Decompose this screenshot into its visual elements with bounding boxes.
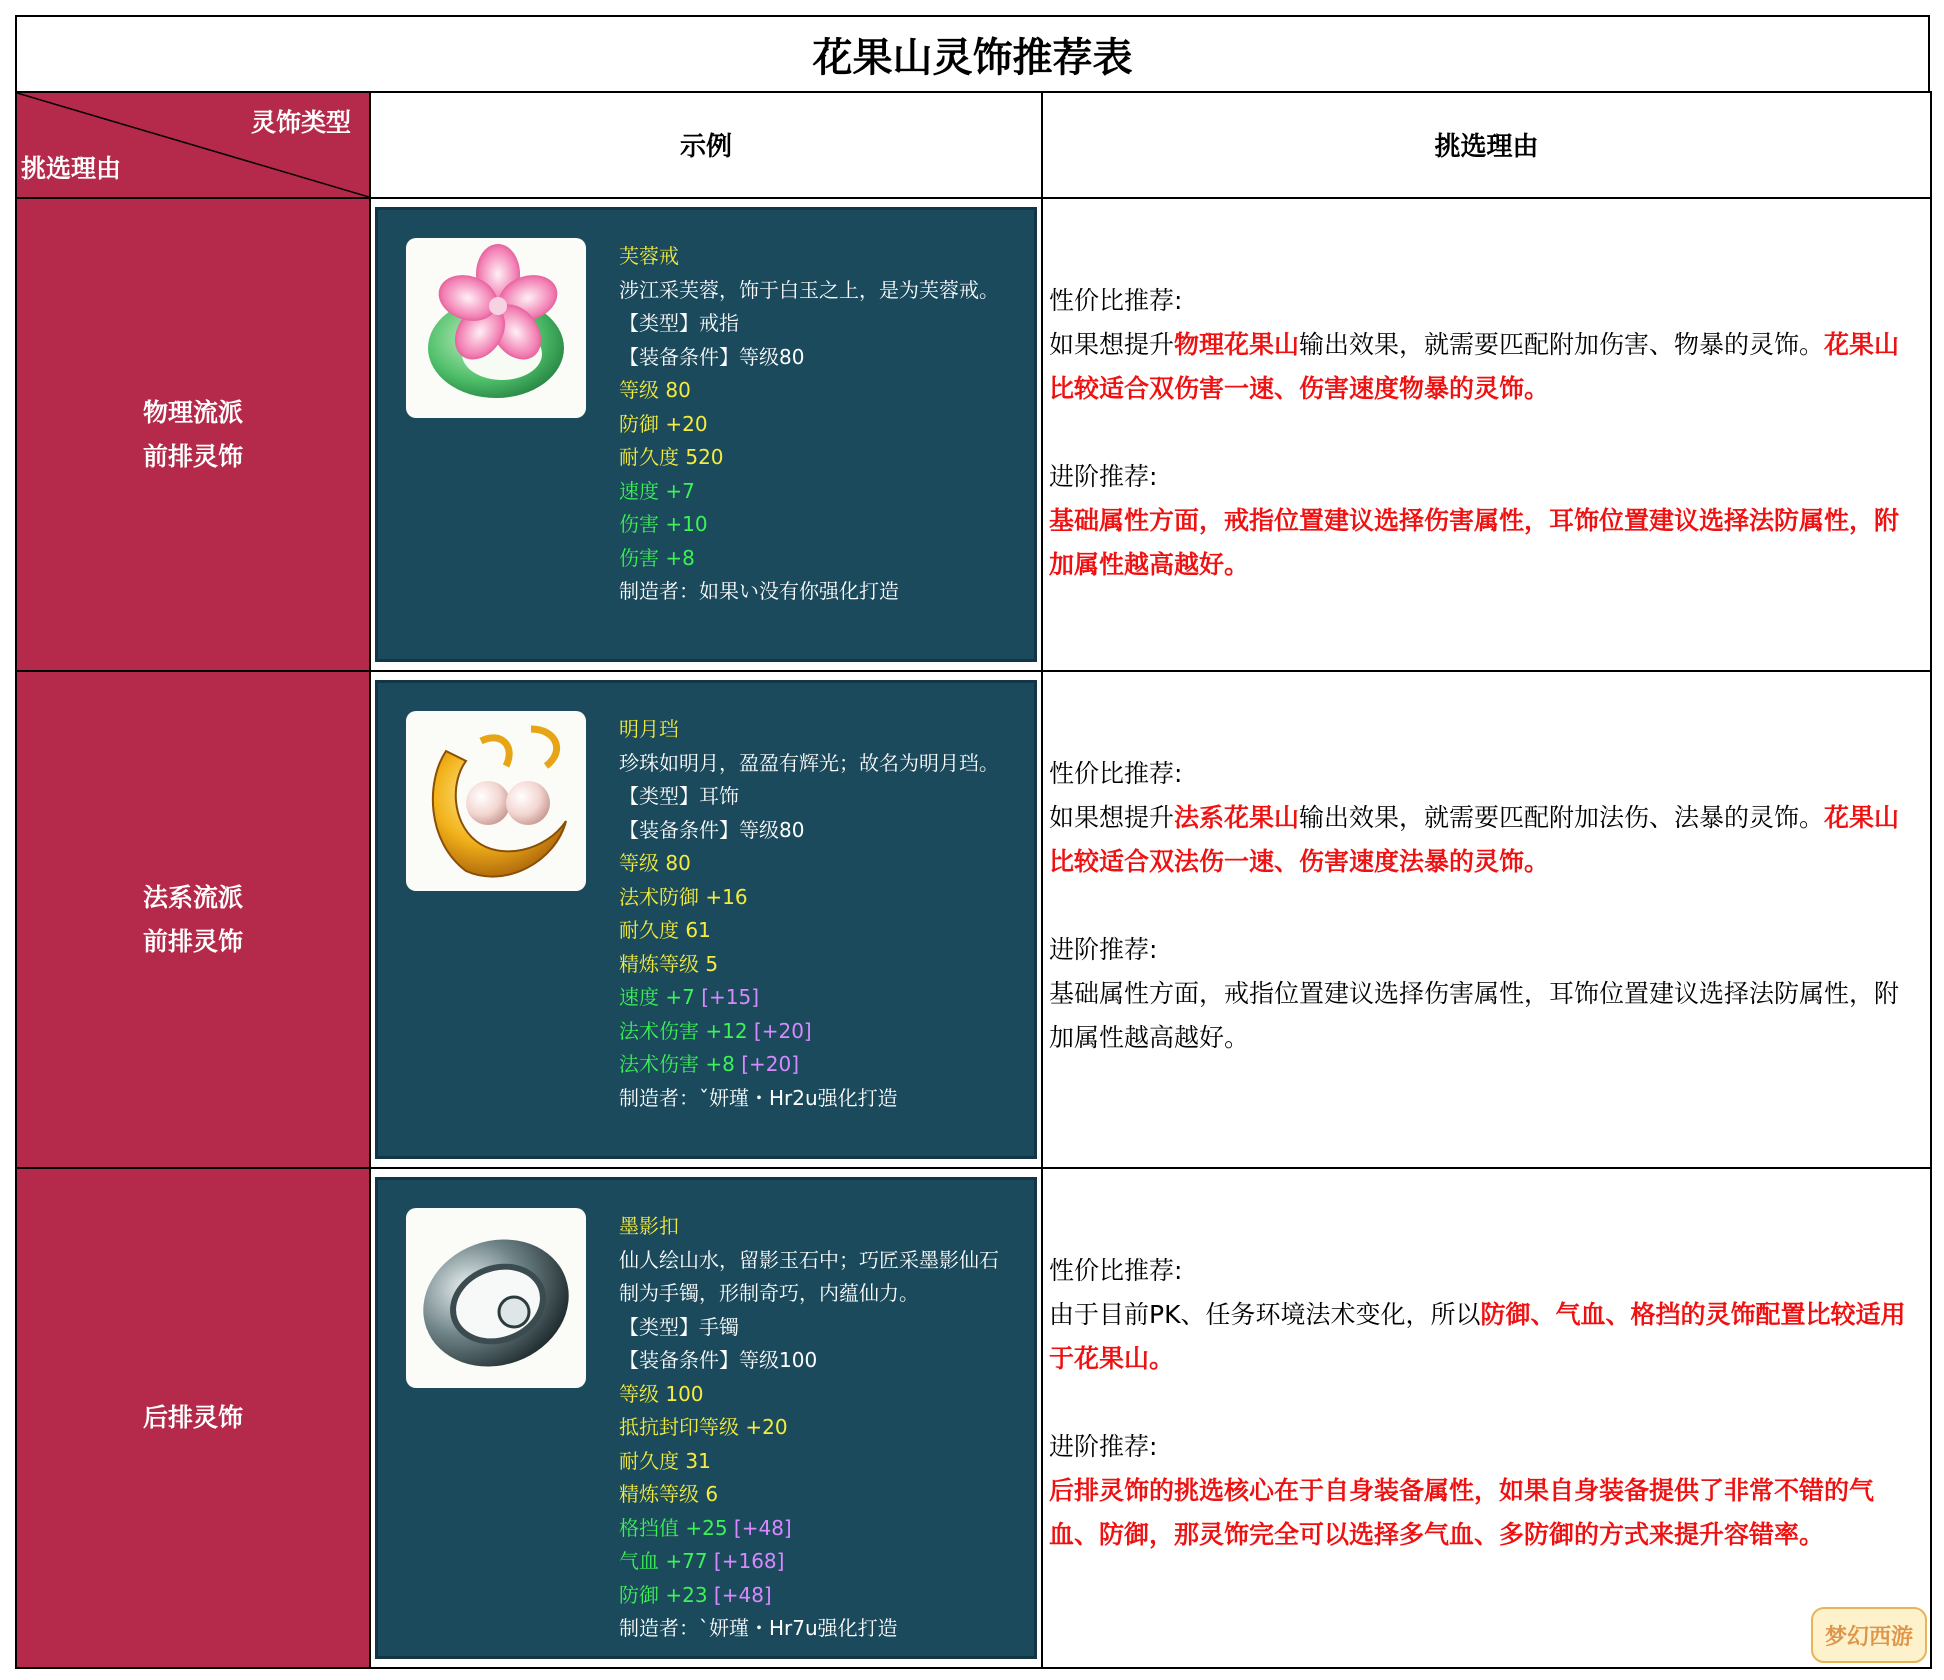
stat-text: 制造者：ˋ妍瑾・Hr7u强化打造 <box>619 1616 898 1640</box>
stat-text: 等级 80 <box>619 851 691 875</box>
item-stat-line <box>619 1015 1009 1049</box>
stat-text: 精炼等级 5 <box>619 951 719 976</box>
corner-top-label: 灵饰类型 <box>250 108 351 137</box>
stat-text: 伤害 +8 <box>619 545 695 570</box>
item-name: 墨影扣 <box>619 1214 679 1238</box>
body-text: 如果想提升 <box>1049 803 1175 832</box>
item-name: 芙蓉戒 <box>619 244 679 268</box>
category-label: 后排灵饰 <box>142 1403 243 1432</box>
highlighted-text: 花果山比较适合双法伤一速、伤害速度法暴的灵饰。 <box>1049 803 1900 876</box>
table-row <box>16 1168 1931 1668</box>
item-stat-line <box>619 475 1009 509</box>
reason-cell <box>1042 1168 1931 1668</box>
advanced-recommendation-block <box>1049 928 1922 1060</box>
stat-text: 精炼等级 6 <box>619 1482 719 1506</box>
item-stats <box>619 780 1009 1115</box>
refine-bonus-value: [+20] <box>753 1018 812 1043</box>
stat-text: 抵抗封印等级 +20 <box>619 1415 788 1439</box>
reason-text <box>1043 199 1930 587</box>
watermark-text: 梦幻西游 <box>1824 1625 1914 1650</box>
item-stat-line <box>619 307 1009 341</box>
recommendation-body <box>1049 1293 1922 1381</box>
item-description: 涉江采芙蓉，饰于白玉之上，是为芙蓉戒。 <box>619 277 999 302</box>
value-recommendation-block <box>1049 1249 1922 1381</box>
highlighted-text: 防御、气血、格挡的灵饰配置比较适用于花果山。 <box>1049 1300 1906 1373</box>
item-name: 明月珰 <box>619 717 679 741</box>
item-stat-line <box>619 1082 1009 1116</box>
example-cell <box>370 671 1042 1168</box>
refine-bonus-value: [+15] <box>701 985 760 1009</box>
value-recommendation-block <box>1049 752 1922 884</box>
item-stats <box>619 1311 1009 1646</box>
stat-text: 防御 +23 <box>619 1582 714 1607</box>
category-label: 物理流派 <box>142 397 243 427</box>
item-stat-line <box>619 1311 1009 1345</box>
table-row <box>16 198 1931 671</box>
stat-text: 格挡值 +25 <box>619 1515 734 1540</box>
item-stats <box>619 307 1009 609</box>
item-stat-line <box>619 881 1009 915</box>
recommendation-body <box>1049 323 1922 411</box>
highlighted-text: 法系花果山 <box>1174 803 1300 832</box>
category-cell <box>16 198 370 671</box>
body-text: 输出效果，就需要匹配附加法伤、法暴的灵饰。 <box>1299 803 1825 832</box>
reason-cell <box>1042 671 1931 1168</box>
header-row <box>16 92 1931 198</box>
item-stat-line <box>619 1445 1009 1479</box>
gold-pearl-earring-icon <box>406 711 586 891</box>
stat-text: 伤害 +10 <box>619 512 708 536</box>
refine-bonus-value: [+20] <box>741 1052 800 1076</box>
recommendation-table <box>15 91 1932 1669</box>
item-stat-line <box>619 780 1009 814</box>
stat-text: 【类型】手镯 <box>619 1314 739 1339</box>
reason-header-cell <box>1042 92 1931 198</box>
stat-text: 制造者：如果い没有你强化打造 <box>619 579 899 603</box>
body-text: 基础属性方面，戒指位置建议选择伤害属性，耳饰位置建议选择法防属性，附加属性越高越好。 <box>1049 979 1900 1052</box>
stat-text: 耐久度 520 <box>619 445 724 469</box>
example-header-label: 示例 <box>679 131 732 162</box>
table-row <box>16 671 1931 1168</box>
reason-cell <box>1042 198 1931 671</box>
item-stat-line <box>619 914 1009 948</box>
refine-bonus-value: [+168] <box>713 1549 785 1573</box>
item-stat-line <box>619 542 1009 576</box>
corner-header-cell <box>16 92 370 198</box>
example-header-cell <box>370 92 1042 198</box>
body-text: 由于目前PK、任务环境法术变化，所以 <box>1049 1300 1481 1329</box>
item-stat-line <box>619 341 1009 375</box>
item-stat-line <box>619 441 1009 475</box>
category-label: 法系流派 <box>142 882 243 912</box>
recommendation-body <box>1049 499 1922 587</box>
item-stat-line <box>619 948 1009 982</box>
item-stat-line <box>619 374 1009 408</box>
highlighted-text: 花果山比较适合双伤害一速、伤害速度物暴的灵饰。 <box>1049 330 1900 403</box>
recommendation-body <box>1049 796 1922 884</box>
item-stat-line <box>619 814 1009 848</box>
stat-text: 法术伤害 +12 <box>619 1018 754 1043</box>
body-text: 输出效果，就需要匹配附加伤害、物暴的灵饰。 <box>1299 330 1825 359</box>
game-logo-watermark <box>1810 1604 1928 1666</box>
item-tooltip-panel <box>375 1177 1037 1659</box>
item-stat-line <box>619 1612 1009 1646</box>
example-cell <box>370 1168 1042 1668</box>
advanced-recommendation-block <box>1049 1425 1922 1557</box>
item-details <box>619 240 1009 609</box>
item-details <box>619 1210 1009 1646</box>
stat-text: 制造者：ˇ妍瑾・Hr2u强化打造 <box>619 1085 898 1110</box>
item-stat-line <box>619 1579 1009 1613</box>
stat-text: 速度 +7 <box>619 478 695 503</box>
item-description: 珍珠如明月，盈盈有辉光；故名为明月珰。 <box>619 750 999 775</box>
item-stat-line <box>619 1048 1009 1082</box>
recommendation-label: 进阶推荐: <box>1049 935 1158 964</box>
refine-bonus-value: [+48] <box>713 1582 772 1607</box>
recommendation-body <box>1049 972 1922 1060</box>
item-stat-line <box>619 408 1009 442</box>
recommendation-label: 性价比推荐: <box>1049 1256 1183 1285</box>
item-stat-line <box>619 1512 1009 1546</box>
category-label: 前排灵饰 <box>142 926 243 956</box>
item-stat-line <box>619 1411 1009 1445</box>
reason-text <box>1043 672 1930 1060</box>
stat-text: 法术防御 +16 <box>619 884 748 909</box>
highlighted-text: 物理花果山 <box>1174 330 1300 359</box>
item-stat-line <box>619 981 1009 1015</box>
stat-text: 【类型】耳饰 <box>619 784 739 808</box>
page-title: 花果山灵饰推荐表 <box>15 15 1930 91</box>
item-details <box>619 713 1009 1115</box>
item-tooltip-panel <box>375 680 1037 1159</box>
example-cell <box>370 198 1042 671</box>
recommendation-label: 性价比推荐: <box>1049 759 1183 788</box>
item-description: 仙人绘山水，留影玉石中；巧匠采墨影仙石制为手镯，形制奇巧，内蕴仙力。 <box>619 1247 999 1305</box>
item-stat-line <box>619 1478 1009 1512</box>
item-stat-line <box>619 508 1009 542</box>
highlighted-text: 基础属性方面，戒指位置建议选择伤害属性，耳饰位置建议选择法防属性，附加属性越高越好。 <box>1049 506 1900 579</box>
stat-text: 法术伤害 +8 <box>619 1052 742 1076</box>
item-stat-line <box>619 847 1009 881</box>
recommendation-label: 性价比推荐: <box>1049 286 1183 315</box>
category-label: 前排灵饰 <box>142 441 243 471</box>
refine-bonus-value: [+48] <box>733 1515 792 1540</box>
value-recommendation-block <box>1049 279 1922 411</box>
stat-text: 等级 80 <box>619 378 691 402</box>
item-stat-line <box>619 1545 1009 1579</box>
stat-text: 速度 +7 <box>619 985 702 1009</box>
dark-jade-bracelet-icon <box>406 1208 586 1388</box>
stat-text: 耐久度 61 <box>619 918 711 942</box>
recommendation-label: 进阶推荐: <box>1049 1432 1158 1461</box>
category-cell <box>16 671 370 1168</box>
stat-text: 防御 +20 <box>619 411 708 436</box>
advanced-recommendation-block <box>1049 455 1922 587</box>
corner-bottom-label: 挑选理由 <box>21 154 122 183</box>
stat-text: 【装备条件】等级80 <box>619 817 805 842</box>
stat-text: 【装备条件】等级100 <box>619 1348 818 1372</box>
stat-text: 气血 +77 <box>619 1549 714 1573</box>
reason-header-label: 挑选理由 <box>1434 131 1539 162</box>
recommendation-body <box>1049 1469 1922 1557</box>
jade-ring-with-pink-flower-icon <box>406 238 586 418</box>
stat-text: 【装备条件】等级80 <box>619 344 805 369</box>
item-stat-line <box>619 1378 1009 1412</box>
highlighted-text: 后排灵饰的挑选核心在于自身装备属性，如果自身装备提供了非常不错的气血、防御，那灵饰完全可以选择多气血、多防御的方式来提升容错率。 <box>1049 1476 1875 1549</box>
recommendation-label: 进阶推荐: <box>1049 462 1158 491</box>
reason-text <box>1043 1169 1930 1557</box>
category-cell <box>16 1168 370 1668</box>
item-stat-line <box>619 1344 1009 1378</box>
stat-text: 等级 100 <box>619 1381 704 1406</box>
stat-text: 耐久度 31 <box>619 1448 711 1473</box>
stat-text: 【类型】戒指 <box>619 311 739 335</box>
item-tooltip-panel <box>375 207 1037 662</box>
body-text: 如果想提升 <box>1049 330 1175 359</box>
item-stat-line <box>619 575 1009 609</box>
